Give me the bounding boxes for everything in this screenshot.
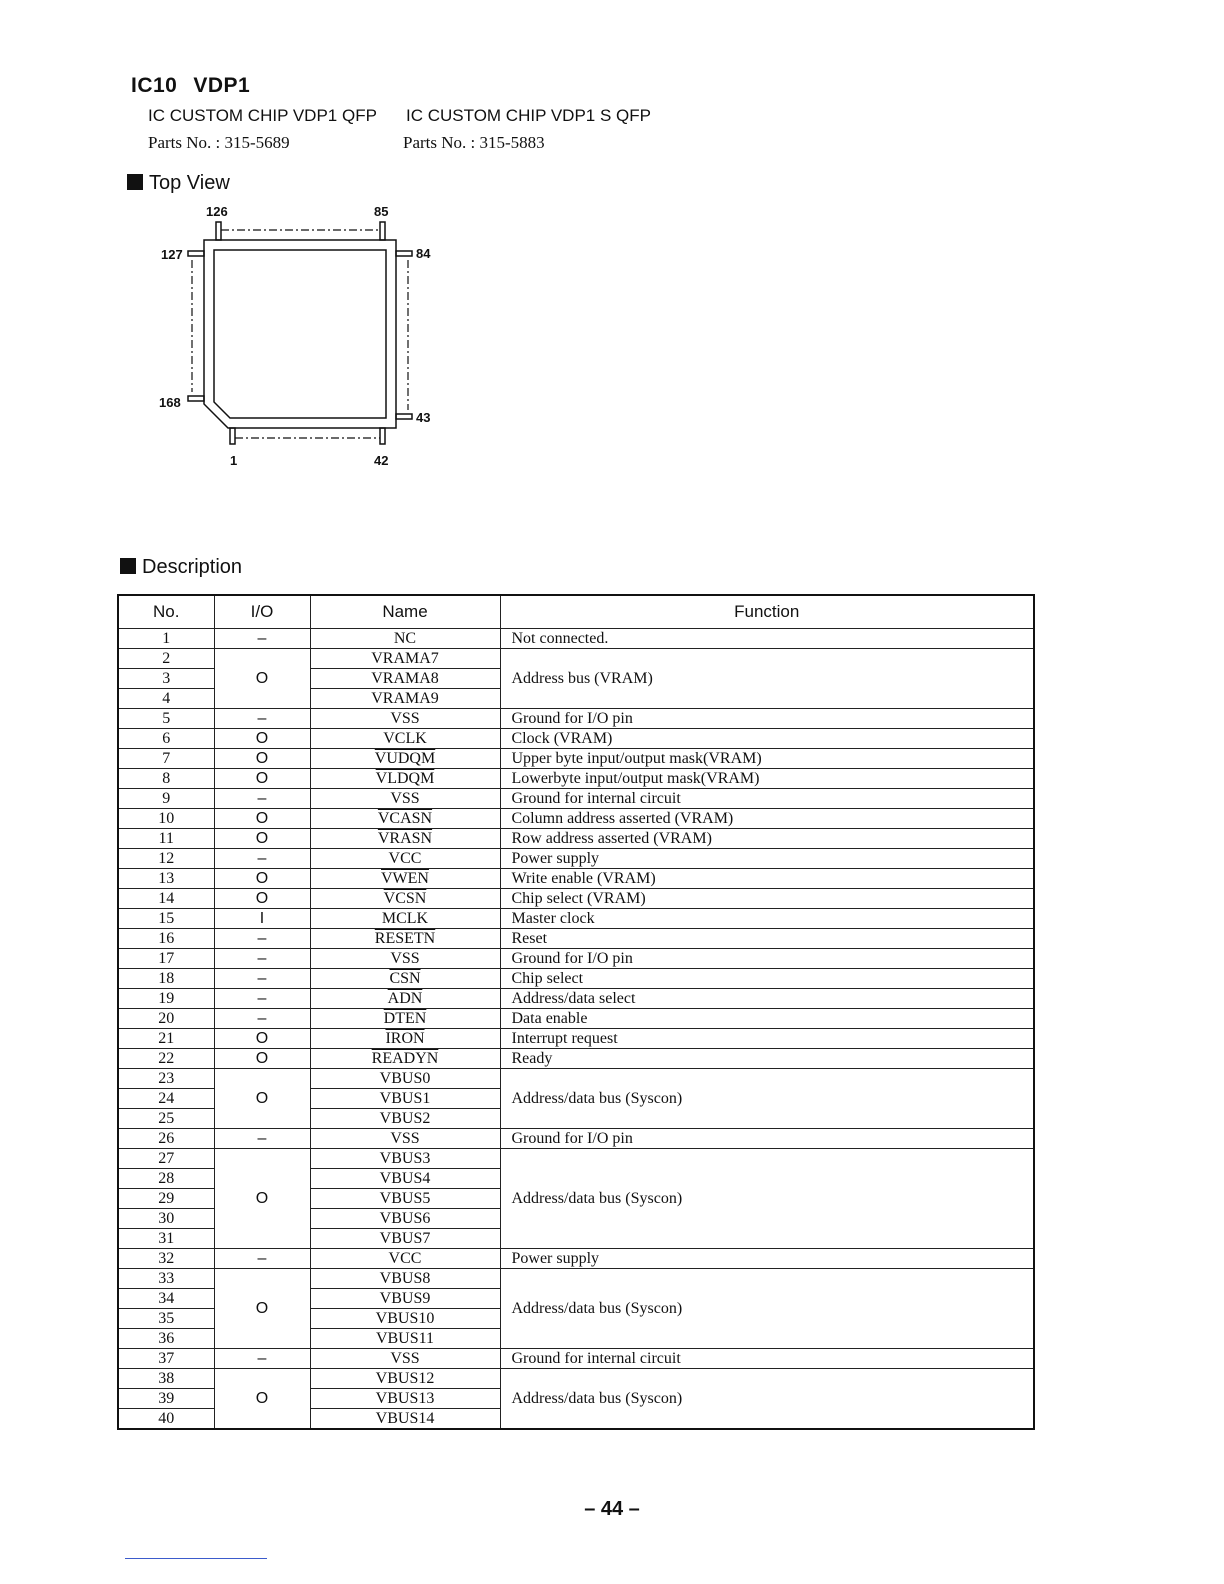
pin-label-85: 85 <box>374 204 389 219</box>
pin-io: O <box>214 749 310 769</box>
pin-number: 8 <box>118 769 214 789</box>
table-row <box>118 1369 1034 1389</box>
pin-name-text: VBUS6 <box>379 1210 431 1227</box>
pin-name-text: VBUS5 <box>379 1190 431 1207</box>
table-row <box>118 1129 1034 1149</box>
pin-name-text: NC <box>393 630 417 647</box>
pin-name <box>310 849 500 869</box>
pin-name <box>310 1209 500 1229</box>
pin-name <box>310 949 500 969</box>
pin-name <box>310 1169 500 1189</box>
pin-function: Not connected. <box>500 629 1034 649</box>
pin-name-text: VBUS13 <box>375 1390 435 1407</box>
pin-name-text: $\overline{ADN}$ <box>387 990 423 1007</box>
table-row <box>118 869 1034 889</box>
pin-name <box>310 629 500 649</box>
pin-name <box>310 1409 500 1430</box>
pin-name-text: VBUS14 <box>375 1410 435 1427</box>
pin-function: Ground for I/O pin <box>500 709 1034 729</box>
pin-number: 31 <box>118 1229 214 1249</box>
pin-function: Address bus (VRAM) <box>500 649 1034 709</box>
pin-number: 13 <box>118 869 214 889</box>
pin-name <box>310 649 500 669</box>
pin-number: 36 <box>118 1329 214 1349</box>
pin-label-43: 43 <box>416 410 431 425</box>
pin-function: Address/data bus (Syscon) <box>500 1069 1034 1129</box>
pin-io: I <box>214 909 310 929</box>
pin-function: Chip select (VRAM) <box>500 889 1034 909</box>
pin-name-text: VBUS12 <box>375 1370 435 1387</box>
pin-43-lead <box>396 414 412 419</box>
pin-io: – <box>214 1129 310 1149</box>
pin-number: 5 <box>118 709 214 729</box>
pin-number: 27 <box>118 1149 214 1169</box>
pin-io: O <box>214 829 310 849</box>
table-row <box>118 989 1034 1009</box>
pin-io: O <box>214 809 310 829</box>
chip-body-inner <box>214 250 386 418</box>
pin-number: 23 <box>118 1069 214 1089</box>
pin-io: – <box>214 789 310 809</box>
pin-name <box>310 689 500 709</box>
table-row <box>118 969 1034 989</box>
pin-name-text: IRON <box>385 1030 425 1047</box>
pin-number: 12 <box>118 849 214 869</box>
pin-number: 6 <box>118 729 214 749</box>
pin-name-text: VBUS7 <box>379 1230 431 1247</box>
pin-85-lead <box>380 222 385 240</box>
table-row <box>118 789 1034 809</box>
pin-function: Write enable (VRAM) <box>500 869 1034 889</box>
pin-name <box>310 769 500 789</box>
pin-name <box>310 1349 500 1369</box>
pin-number: 26 <box>118 1129 214 1149</box>
table-row <box>118 629 1034 649</box>
pin-function: Power supply <box>500 849 1034 869</box>
pin-number: 22 <box>118 1049 214 1069</box>
top-view-heading: Top View <box>127 172 230 195</box>
pin-function: Address/data bus (Syscon) <box>500 1149 1034 1249</box>
pin-name-text: VCASN <box>377 810 433 827</box>
pin-io: O <box>214 889 310 909</box>
pin-io: – <box>214 949 310 969</box>
table-row <box>118 929 1034 949</box>
pin-label-1: 1 <box>230 453 238 468</box>
pin-name-text: VBUS3 <box>379 1150 431 1167</box>
pin-io: – <box>214 1249 310 1269</box>
pin-127-lead <box>188 251 204 256</box>
pin-number: 17 <box>118 949 214 969</box>
pin-name-text: VSS <box>390 1350 420 1367</box>
pin-function: Lowerbyte input/output mask(VRAM) <box>500 769 1034 789</box>
pin-name-text: VSS <box>390 790 420 807</box>
pin-name-text: VCLK <box>383 730 427 747</box>
pin-number: 38 <box>118 1369 214 1389</box>
pin-function: Ground for I/O pin <box>500 949 1034 969</box>
pin-io: – <box>214 929 310 949</box>
table-header-row <box>118 595 1034 629</box>
pin-name-text: VRASN <box>377 830 433 847</box>
pin-number: 29 <box>118 1189 214 1209</box>
pin-name-text: VBUS9 <box>379 1290 431 1307</box>
pin-function: Ready <box>500 1049 1034 1069</box>
pin-function: Chip select <box>500 969 1034 989</box>
table-row <box>118 1009 1034 1029</box>
pin-name <box>310 789 500 809</box>
pin-label-84: 84 <box>416 246 431 261</box>
pin-io: – <box>214 969 310 989</box>
pin-name <box>310 1129 500 1149</box>
pin-name <box>310 669 500 689</box>
pin-name-text: VRAMA8 <box>371 670 439 687</box>
table-row <box>118 909 1034 929</box>
pin-number: 25 <box>118 1109 214 1129</box>
pin-name <box>310 869 500 889</box>
pin-name-text: VSS <box>390 710 420 727</box>
page-number: – 44 – <box>584 1498 640 1520</box>
table-row <box>118 1269 1034 1289</box>
pin-name-text: VUDQM <box>374 750 436 767</box>
chip1-name: IC CUSTOM CHIP VDP1 QFP <box>148 106 377 125</box>
pin-number: 32 <box>118 1249 214 1269</box>
pin-number: 24 <box>118 1089 214 1109</box>
ic-id: IC10 <box>131 74 178 97</box>
chip-body-outline <box>204 240 396 428</box>
pin-number: 28 <box>118 1169 214 1189</box>
col-header-io: I/O <box>214 595 310 629</box>
pin-name <box>310 1389 500 1409</box>
pin-name-text: $\overline{CSN}$ <box>389 970 421 987</box>
pin-number: 39 <box>118 1389 214 1409</box>
pin-name <box>310 1069 500 1089</box>
pin-name <box>310 1089 500 1109</box>
pin-name <box>310 749 500 769</box>
pin-name <box>310 809 500 829</box>
pin-io: – <box>214 989 310 1009</box>
col-header-no: No. <box>118 595 214 629</box>
chip2-parts: Parts No. : 315-5883 <box>403 133 545 152</box>
table-row <box>118 1349 1034 1369</box>
table-row <box>118 809 1034 829</box>
chip-top-view-diagram <box>150 200 450 480</box>
pin-42-lead <box>380 428 385 444</box>
pin-io: O <box>214 1069 310 1129</box>
pin-name-text: VBUS2 <box>379 1110 431 1127</box>
pin-number: 3 <box>118 669 214 689</box>
table-row <box>118 729 1034 749</box>
pin-name-text: VCSN <box>383 890 427 907</box>
pin-number: 35 <box>118 1309 214 1329</box>
pin-io: – <box>214 629 310 649</box>
pin-name <box>310 1189 500 1209</box>
pin-number: 33 <box>118 1269 214 1289</box>
pin-name-text: VBUS8 <box>379 1270 431 1287</box>
pin-label-127: 127 <box>161 247 183 262</box>
pin-name <box>310 929 500 949</box>
pin-number: 14 <box>118 889 214 909</box>
pin-function: Data enable <box>500 1009 1034 1029</box>
pin-126-lead <box>216 222 221 240</box>
ic-title <box>131 74 250 98</box>
pin-io: – <box>214 709 310 729</box>
pin-io: O <box>214 1149 310 1249</box>
pin-168-lead <box>188 396 204 401</box>
pin-io: – <box>214 849 310 869</box>
pin-name <box>310 1289 500 1309</box>
col-header-name: Name <box>310 595 500 629</box>
col-header-function: Function <box>500 595 1034 629</box>
pin-name <box>310 1369 500 1389</box>
pin-name-text: VCC <box>388 1250 422 1267</box>
chip2-name: IC CUSTOM CHIP VDP1 S QFP <box>406 106 651 125</box>
pin-name-text: VBUS0 <box>379 1070 431 1087</box>
pin-function: Column address asserted (VRAM) <box>500 809 1034 829</box>
table-row <box>118 709 1034 729</box>
pin-name-text: VSS <box>390 1130 420 1147</box>
table-row <box>118 749 1034 769</box>
pin-name <box>310 1109 500 1129</box>
table-row <box>118 1029 1034 1049</box>
pin-function: Clock (VRAM) <box>500 729 1034 749</box>
bullet-square-icon <box>120 558 136 574</box>
pin-function: Row address asserted (VRAM) <box>500 829 1034 849</box>
table-row <box>118 849 1034 869</box>
pin-number: 11 <box>118 829 214 849</box>
pin-name <box>310 709 500 729</box>
pin-function: Interrupt request <box>500 1029 1034 1049</box>
pin-name <box>310 1329 500 1349</box>
pin-label-42: 42 <box>374 453 389 468</box>
pin-name-text: RESETN <box>374 930 436 947</box>
pin-description-table <box>117 594 1035 1430</box>
pin-number: 7 <box>118 749 214 769</box>
pin-label-126: 126 <box>206 204 228 219</box>
pin-io: O <box>214 1029 310 1049</box>
pin-number: 2 <box>118 649 214 669</box>
pin-number: 18 <box>118 969 214 989</box>
pin-io: O <box>214 1049 310 1069</box>
pin-name <box>310 829 500 849</box>
bullet-square-icon <box>127 174 143 190</box>
table-row <box>118 1149 1034 1169</box>
pin-name <box>310 1049 500 1069</box>
pin-name-text: VBUS11 <box>375 1330 435 1347</box>
chip1-parts: Parts No. : 315-5689 <box>148 133 290 152</box>
pin-name-text: VRAMA9 <box>371 690 439 707</box>
pin-name <box>310 1029 500 1049</box>
pin-io: O <box>214 729 310 749</box>
pin-name-text: VSS <box>390 950 420 967</box>
description-heading: Description <box>120 556 242 579</box>
pin-1-lead <box>230 428 235 444</box>
pin-io: O <box>214 869 310 889</box>
pin-number: 30 <box>118 1209 214 1229</box>
pin-function: Ground for I/O pin <box>500 1129 1034 1149</box>
pin-name <box>310 969 500 989</box>
pin-name-text: MCLK <box>381 910 429 927</box>
pin-name <box>310 1249 500 1269</box>
pin-name <box>310 889 500 909</box>
ic-name: VDP1 <box>193 74 251 97</box>
pin-name <box>310 729 500 749</box>
table-row <box>118 1069 1034 1089</box>
pin-name <box>310 1229 500 1249</box>
pin-number: 20 <box>118 1009 214 1029</box>
pin-io: O <box>214 649 310 709</box>
pin-number: 15 <box>118 909 214 929</box>
pin-name-text: VBUS4 <box>379 1170 431 1187</box>
pin-name-text: VBUS10 <box>375 1310 435 1327</box>
pin-name-text: VWEN <box>381 870 429 887</box>
pin-name <box>310 1149 500 1169</box>
pin-function: Ground for internal circuit <box>500 1349 1034 1369</box>
pin-name-text: VBUS1 <box>379 1090 431 1107</box>
pin-number: 34 <box>118 1289 214 1309</box>
pin-number: 1 <box>118 629 214 649</box>
table-row <box>118 1249 1034 1269</box>
pin-name-text: VCC <box>388 850 422 867</box>
pin-name-text: DTEN <box>383 1010 427 1027</box>
pin-number: 4 <box>118 689 214 709</box>
table-row <box>118 949 1034 969</box>
pin-function: Address/data bus (Syscon) <box>500 1369 1034 1430</box>
pin-number: 16 <box>118 929 214 949</box>
pin-name-text: VLDQM <box>375 770 435 787</box>
pin-number: 40 <box>118 1409 214 1430</box>
pin-function: Upper byte input/output mask(VRAM) <box>500 749 1034 769</box>
table-row <box>118 829 1034 849</box>
pin-number: 37 <box>118 1349 214 1369</box>
footer-line <box>125 1558 267 1559</box>
pin-name-text: VRAMA7 <box>371 650 439 667</box>
pin-function: Address/data bus (Syscon) <box>500 1269 1034 1349</box>
pin-name-text: READYN <box>371 1050 439 1067</box>
pin-io: – <box>214 1349 310 1369</box>
pin-label-168: 168 <box>159 395 181 410</box>
pin-function: Ground for internal circuit <box>500 789 1034 809</box>
pin-number: 19 <box>118 989 214 1009</box>
pin-name <box>310 1309 500 1329</box>
pin-number: 9 <box>118 789 214 809</box>
pin-number: 21 <box>118 1029 214 1049</box>
pin-function: Master clock <box>500 909 1034 929</box>
table-row <box>118 1049 1034 1069</box>
pin-function: Power supply <box>500 1249 1034 1269</box>
pin-name <box>310 909 500 929</box>
pin-io: O <box>214 1269 310 1349</box>
pin-84-lead <box>396 251 412 256</box>
table-row <box>118 649 1034 669</box>
pin-function: Reset <box>500 929 1034 949</box>
pin-io: O <box>214 769 310 789</box>
table-row <box>118 769 1034 789</box>
pin-number: 10 <box>118 809 214 829</box>
table-row <box>118 889 1034 909</box>
pin-function: Address/data select <box>500 989 1034 1009</box>
pin-io: – <box>214 1009 310 1029</box>
pin-name <box>310 989 500 1009</box>
pin-name <box>310 1269 500 1289</box>
pin-io: O <box>214 1369 310 1430</box>
pin-name <box>310 1009 500 1029</box>
